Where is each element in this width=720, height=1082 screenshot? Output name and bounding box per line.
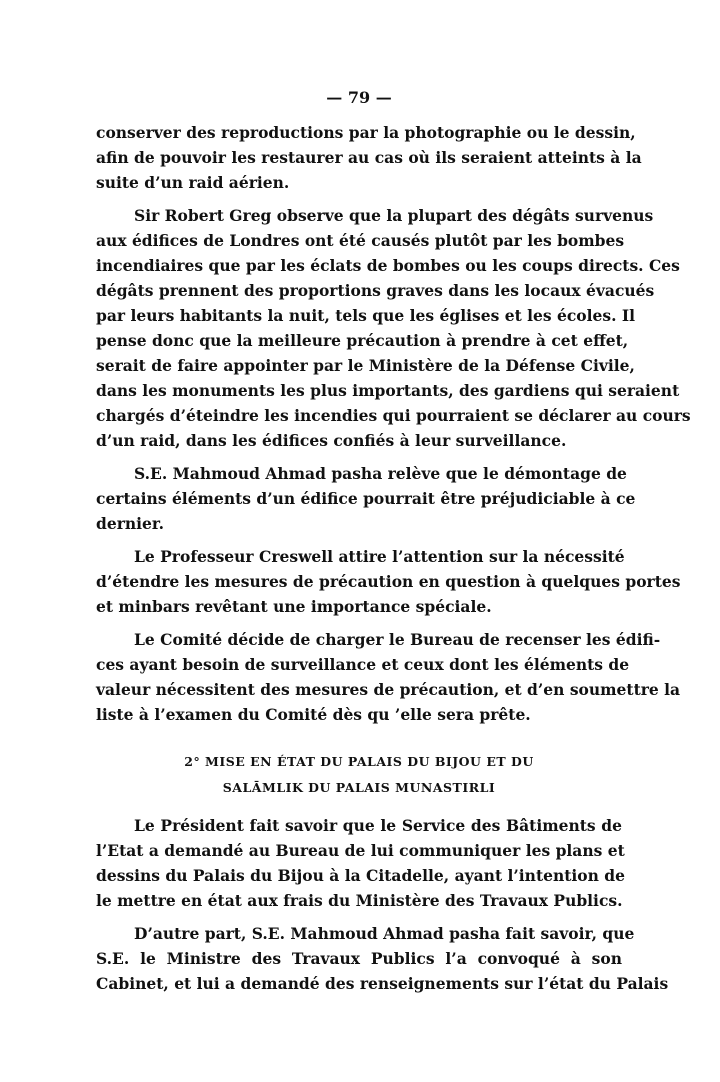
paragraph — [96, 627, 681, 727]
text-line: S.E. Mahmoud Ahmad pasha relève que le démontage de — [134, 464, 627, 483]
text-line: Le Professeur Creswell attire l’attention sur la nécessité — [134, 547, 625, 566]
text-line: serait de faire appointer par le Ministère de la Défense Civile, — [96, 356, 635, 375]
paragraphs-after — [96, 813, 669, 996]
text-line: D’autre part, S.E. Mahmoud Ahmad pasha fait savoir, que — [134, 924, 635, 943]
section-heading-line: 2° MISE EN ÉTAT DU PALAIS DU BIJOU ET DU — [184, 754, 534, 769]
text-line: ces ayant besoin de surveillance et ceux dont les éléments de — [96, 655, 630, 674]
section-heading-line: SALĀMLIK DU PALAIS MUNASTIRLI — [222, 780, 496, 795]
text-line: pense donc que la meilleure précaution à prendre à cet effet, — [96, 331, 629, 350]
paragraphs-before — [96, 120, 691, 727]
text-line: Sir Robert Greg observe que la plupart des dégâts survenus — [134, 206, 654, 225]
paragraph — [96, 921, 669, 996]
text-line: S.E. le Ministre des Travaux Publics l’a convoqué à son — [96, 949, 622, 968]
text-line: l’Etat a demandé au Bureau de lui communiquer les plans et — [96, 841, 625, 860]
text-line: par leurs habitants la nuit, tels que les églises et les écoles. Il — [96, 306, 636, 325]
text-line: incendiaires que par les éclats de bombes ou les coups directs. Ces — [96, 256, 680, 275]
text-line: afin de pouvoir les restaurer au cas où ils seraient atteints à la — [96, 148, 642, 167]
text-line: d’étendre les mesures de précaution en question à quelques portes — [96, 572, 681, 591]
text-line: Cabinet, et lui a demandé des renseignements sur l’état du Palais — [96, 974, 669, 993]
paragraph — [96, 461, 636, 536]
paragraph — [96, 203, 691, 453]
page-number: — 79 — — [326, 88, 392, 107]
paragraph — [96, 813, 625, 913]
text-line: Le Président fait savoir que le Service des Bâtiments de — [134, 816, 622, 835]
paragraph — [96, 120, 642, 195]
text-line: dégâts prennent des proportions graves dans les locaux évacués — [96, 281, 655, 300]
text-line: liste à l’examen du Comité dès qu ’elle sera prête. — [96, 705, 531, 724]
text-line: le mettre en état aux frais du Ministère des Travaux Publics. — [96, 891, 623, 910]
text-line: certains éléments d’un édifice pourrait être préjudiciable à ce — [96, 489, 636, 508]
text-line: Le Comité décide de charger le Bureau de recenser les édifi- — [134, 630, 661, 649]
text-line: suite d’un raid aérien. — [96, 173, 290, 192]
paragraph — [96, 544, 681, 619]
text-line: d’un raid, dans les édifices confiés à leur surveillance. — [96, 431, 567, 450]
text-line: aux édifices de Londres ont été causés plutôt par les bombes — [96, 231, 625, 250]
text-line: valeur nécessitent des mesures de précaution, et d’en soumettre la — [96, 680, 681, 699]
text-line: chargés d’éteindre les incendies qui pourraient se déclarer au cours — [96, 406, 691, 425]
document-body — [96, 120, 691, 1004]
section-heading — [96, 749, 622, 801]
text-line: dernier. — [96, 514, 165, 533]
text-line: conserver des reproductions par la photographie ou le dessin, — [96, 123, 636, 142]
text-line: et minbars revêtant une importance spéciale. — [96, 597, 492, 616]
text-line: dans les monuments les plus importants, des gardiens qui seraient — [96, 381, 680, 400]
text-line: dessins du Palais du Bijou à la Citadelle, ayant l’intention de — [96, 866, 625, 885]
